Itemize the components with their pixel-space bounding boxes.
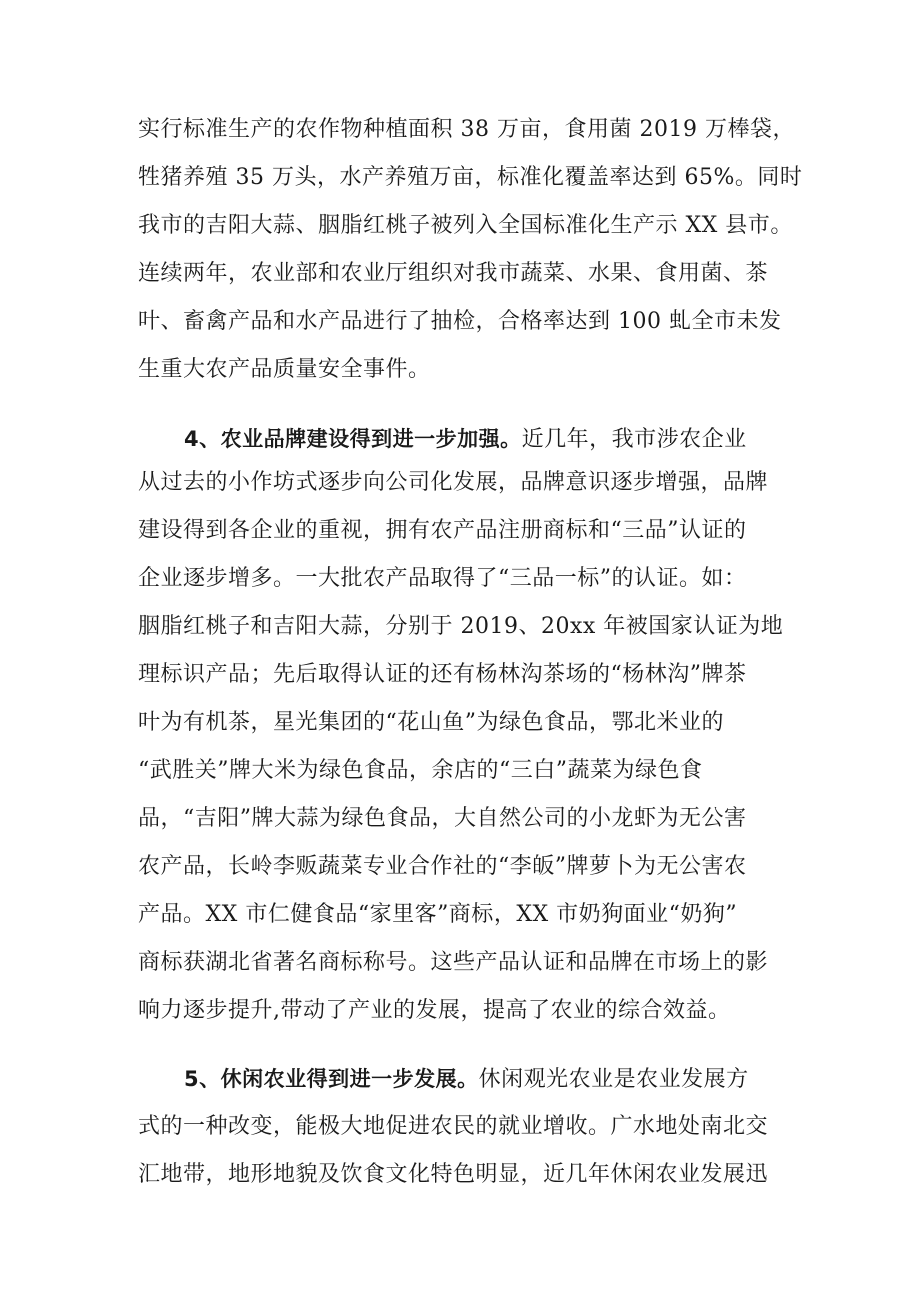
section-4-heading: 4、农业品牌建设得到进一步加强。 <box>184 427 522 451</box>
section-4-first-line-text: 近几年，我市涉农企业 <box>521 427 747 452</box>
text-line: 理标识产品；先后取得认证的还有杨林沟茶场的“杨林沟”牌茶 <box>138 662 747 687</box>
text-line: 企业逐步增多。一大批农产品取得了“三品一标”的认证。如： <box>138 566 747 591</box>
section-5-heading: 5、休闲农业得到进一步发展。 <box>184 1067 479 1091</box>
text-line: 实行标准生产的农作物种植面积 38 万亩，食用菌 2019 万棒袋， <box>138 117 795 142</box>
text-line: 建设得到各企业的重视，拥有农产品注册商标和“三品”认证的 <box>138 518 747 543</box>
section-4-first-line <box>184 424 747 455</box>
text-line: 生重大农产品质量安全事件。 <box>138 357 431 382</box>
section-5-first-line-text: 休闲观光农业是农业发展方 <box>478 1067 749 1092</box>
text-line: 品，“吉阳”牌大蒜为绿色食品，大自然公司的小龙虾为无公害 <box>138 806 747 831</box>
text-line: 胭脂红桃子和吉阳大蒜，分别于 2019、20xx 年被国家认证为地 <box>138 614 784 639</box>
text-line: “武胜关”牌大米为绿色食品，余店的“三白”蔬菜为绿色食 <box>138 758 703 783</box>
text-line: 从过去的小作坊式逐步向公司化发展，品牌意识逐步增强，品牌 <box>138 470 769 495</box>
text-line: 响力逐步提升,带动了产业的发展，提高了农业的综合效益。 <box>138 998 731 1023</box>
text-line: 我市的吉阳大蒜、胭脂红桃子被列入全国标准化生产示 XX 县市。 <box>138 213 793 238</box>
text-line: 汇地带，地形地貌及饮食文化特色明显，近几年休闲农业发展迅 <box>138 1162 769 1187</box>
text-line: 叶为有机茶，星光集团的“花山鱼”为绿色食品，鄂北米业的 <box>138 710 724 735</box>
text-line: 连续两年，农业部和农业厅组织对我市蔬菜、水果、食用菌、茶 <box>138 261 769 286</box>
text-line: 产品。XX 市仁健食品“家里客”商标，XX 市奶狗面业“奶狗” <box>138 902 738 927</box>
text-line: 牲猪养殖 35 万头，水产养殖万亩，标准化覆盖率达到 65%。同时 <box>138 165 803 190</box>
text-line: 叶、畜禽产品和水产品进行了抽检，合格率达到 100 虬全市未发 <box>138 309 782 334</box>
text-line: 农产品，长岭李贩蔬菜专业合作社的“李皈”牌萝卜为无公害农 <box>138 854 747 879</box>
text-line: 式的一种改变，能极大地促进农民的就业增收。广水地处南北交 <box>138 1114 769 1139</box>
text-line: 商标获湖北省著名商标称号。这些产品认证和品牌在市场上的影 <box>138 950 769 975</box>
section-5-first-line <box>184 1064 749 1095</box>
